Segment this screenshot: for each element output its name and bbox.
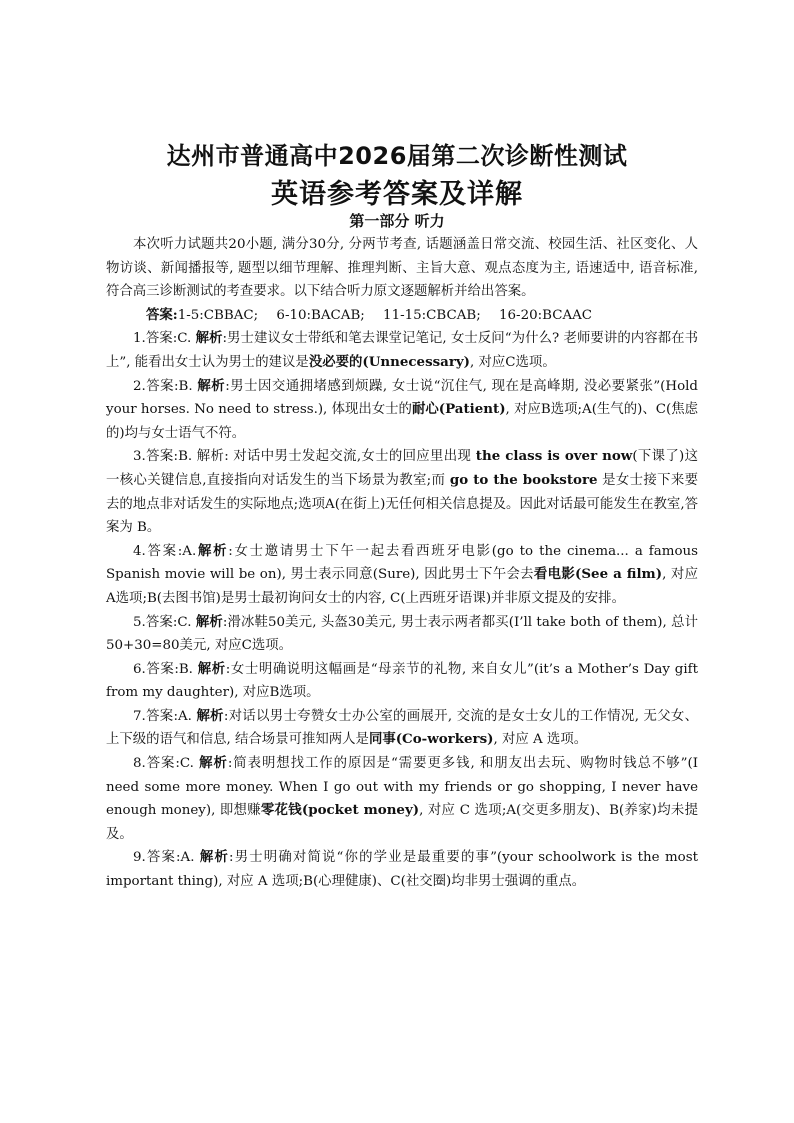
- item-text: :女士明确说明这幅画是“母亲节的礼物, 来自女儿”(it’s a Mother’s Day gift from my daughter), 对应B选项。: [106, 661, 698, 701]
- item-highlight: 零花钱(pocket money): [260, 802, 420, 819]
- item-keyword: 解析: [195, 330, 223, 347]
- item-text-end: , 对应C选项。: [470, 354, 556, 370]
- item-text-end: , 对应B选项;A(生气的)、C(焦虑的)均与女士语气不符。: [106, 402, 699, 441]
- item-text-end: , 对应 A 选项。: [493, 732, 588, 748]
- item-highlight: 同事(Co-workers): [368, 731, 494, 748]
- item-text: :男士建议女士带纸和笔去课堂记笔记, 女士反问“为什么? 老师要讲的内容都在书上”, 能看出女士认为男士的建议是: [106, 331, 699, 370]
- item-highlight: 没必要的(Unnecessary): [308, 353, 470, 370]
- answer-key-title: 英语参考答案及详解: [271, 179, 523, 210]
- item-highlight: 看电影(See a film): [533, 566, 663, 583]
- item-keyword: 解析: [199, 849, 230, 866]
- explanation-item-6: [106, 658, 698, 705]
- answer-list: 1-5:CBBAC; 6-10:BACAB; 11-15:CBCAB; 16-20:BCAAC: [177, 307, 593, 323]
- item-keyword: 解析: [199, 755, 228, 772]
- explanation-item-7: [106, 705, 698, 752]
- item-text: :对话以男士夸赞女士办公室的画展开, 交流的是女士女儿的工作情况, 无父女、上下级的语气和信息, 结合场景可推知两人是: [106, 708, 699, 748]
- item-number: 2.答案:B.: [133, 378, 198, 394]
- exam-title: 达州市普通高中2026届第二次诊断性测试: [166, 142, 628, 170]
- item-text: :简表明想找工作的原因是“需要更多钱, 和朋友出去玩、购物时钱总不够”(I need some more money. When I go out with my friends or go shopping, I never have enough money), 即想赚: [106, 756, 699, 819]
- item-highlight-2: go to the bookstore: [449, 471, 598, 488]
- explanation-item-8: [106, 752, 698, 846]
- item-number: 7.答案:A.: [133, 708, 197, 724]
- item-number: 1.答案:C.: [133, 331, 196, 347]
- answer-summary: [106, 304, 698, 328]
- item-text: :女士邀请男士下午一起去看西班牙电影(go to the cinema... a famous Spanish movie will be on), 男士表示同意(Sure), 因此男士下午会去: [106, 543, 698, 583]
- explanation-item-2: [106, 375, 698, 446]
- answer-label: 答案:: [146, 306, 178, 323]
- item-text: :男士明确对简说“你的学业是最重要的事”(your schoolwork is the most important thing), 对应 A 选项;B(心理健康)、C(社交圈)均非男士强调的重点。: [106, 850, 698, 890]
- item-text-end: 是女士接下来要去的地点非对话发生的实际地点;选项A(在街上)无任何相关信息提及。因此对话最可能发生在教室,答案为 B。: [106, 472, 699, 536]
- item-highlight: the class is over now: [475, 448, 633, 465]
- intro-paragraph: 本次听力试题共20小题, 满分30分, 分两节考查, 话题涵盖日常交流、校园生活、社区变化、人物访谈、新闻播报等, 题型以细节理解、推理判断、主旨大意、观点态度为主, 语速适中, 语音标准, 符合高三诊断测试的考查要求。以下结合听力原文逐题解析并给出答案。: [106, 237, 698, 300]
- item-number: 3.答案:B. 解析: 对话中男士发起交流,女士的回应里出现: [133, 449, 476, 465]
- item-keyword: 解析: [196, 542, 229, 559]
- item-text: (下课了)这一核心关键信息,直接指向对话发生的当下场景为教室;而: [106, 449, 699, 488]
- item-text: :男士因交通拥堵感到烦躁, 女士说“沉住气, 现在是高峰期, 没必要紧张”(Hold your horses. No need to stress.), 体现出女士的: [106, 378, 698, 418]
- item-number: 5.答案:C.: [133, 614, 196, 630]
- explanation-item-9: [106, 846, 698, 893]
- item-text-end: , 对应 C 选项;A(交更多朋友)、B(养家)均未提及。: [106, 803, 698, 842]
- item-keyword: 解析: [197, 660, 226, 677]
- item-keyword: 解析: [197, 377, 226, 394]
- section-heading: 第一部分 听力: [349, 212, 445, 230]
- item-text-end: , 对应A选项;B(去图书馆)是男士最初询问女士的内容, C(上西班牙语课)并非原文提及的安排。: [106, 567, 698, 606]
- item-number: 8.答案:C.: [133, 756, 200, 772]
- explanation-item-4: [106, 540, 698, 611]
- item-number: 6.答案:B.: [133, 661, 198, 677]
- item-number: 4.答案:A.: [133, 543, 197, 559]
- item-keyword: 解析: [195, 613, 223, 630]
- explanation-item-5: [106, 611, 698, 658]
- item-keyword: 解析: [196, 707, 224, 724]
- explanation-item-3: [106, 445, 698, 539]
- document-body: [106, 233, 698, 894]
- item-number: 9.答案:A.: [133, 850, 200, 866]
- explanation-item-1: [106, 327, 698, 374]
- item-text: :滑冰鞋50美元, 头盔30美元, 男士表示两者都买(I’ll take both of them), 总计50+30=80美元, 对应C选项。: [106, 614, 699, 654]
- item-highlight: 耐心(Patient): [411, 401, 506, 418]
